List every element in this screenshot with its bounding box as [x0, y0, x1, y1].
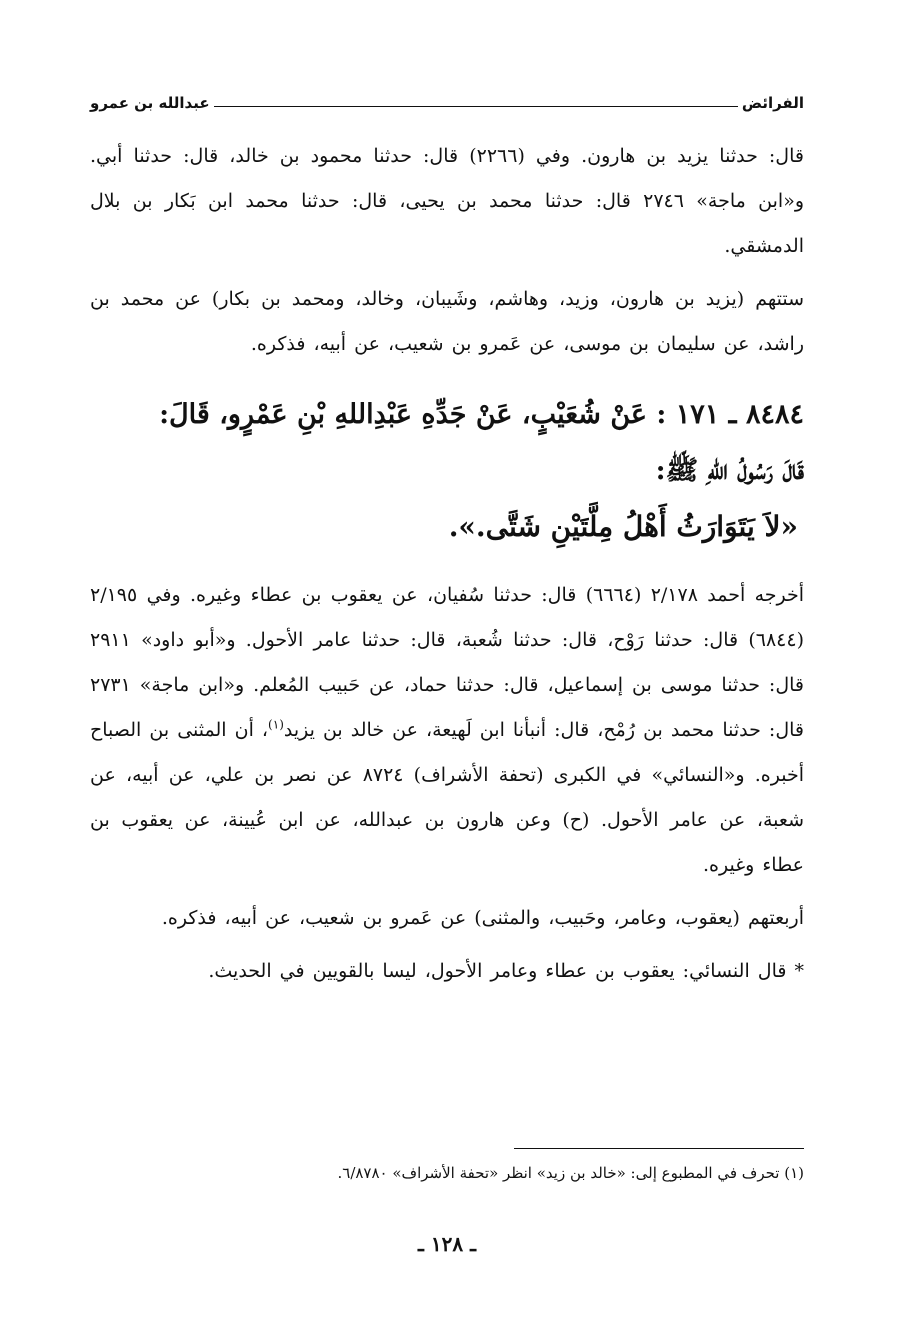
running-header — [90, 86, 804, 112]
hadith-attribution: قَالَ رَسُولُ اللهِ ﷺ: — [655, 455, 804, 486]
paragraph-nasai-note: * قال النسائي: يعقوب بن عطاء وعامر الأحول، ليسا بالقويين في الحديث. — [208, 960, 804, 982]
header-narrator: عبدالله بن عمرو — [90, 94, 210, 112]
paragraph-isnad-1: قال: حدثنا يزيد بن هارون. وفي (٢٢٦٦) قال: حدثنا محمود بن خالد، قال: حدثنا أبي. و«ابن ماجة» ٢٧٤٦ قال: حدثنا محمد بن يحيى، قال: حدثنا محمد ابن بَكار بن بلال الدمشقي. — [90, 145, 804, 257]
paragraph-isnad-2: ستتهم (يزيد بن هارون، وزيد، وهاشم، وشَيبان، وخالد، ومحمد بن بكار) عن محمد بن راشد، عن سليمان بن موسى، عن عَمرو بن شعيب، عن أبيه، فذكره. — [90, 288, 804, 355]
hadith-text: «لاَ يَتَوَارَثُ أَهْلُ مِلَّتَيْنِ شَتَّى.». — [448, 510, 798, 543]
footnote: (١) تحرف في المطبوع إلى: «خالد بن زيد» انظر «تحفة الأشراف» ٦/٨٧٨٠. — [337, 1164, 804, 1182]
header-chapter: الفرائض — [741, 94, 804, 112]
body-text — [90, 134, 804, 994]
page-number: ـ ١٢٨ ـ — [418, 1232, 476, 1256]
footnote-reference: (١) — [268, 717, 284, 732]
hadith-block — [90, 387, 804, 555]
book-page — [90, 72, 804, 1272]
footnote-divider — [514, 1148, 804, 1149]
takhrij-text-end: ، أن المثنى بن الصباح أخبره. و«النسائي» في الكبرى (تحفة الأشراف) ٨٧٢٤ عن نصر بن علي، عن أبيه، عن شعبة، عن عامر الأحول. (ح) وعن هارون بن عبدالله، عن ابن عُيينة، عن يعقوب بن عطاء وغيره. — [90, 719, 804, 876]
hadith-heading: ٨٤٨٤ ـ ١٧١ : عَنْ شُعَيْبٍ، عَنْ جَدِّهِ عَبْدِاللهِ بْنِ عَمْرٍو، قَالَ: — [159, 399, 804, 430]
paragraph-takhrij — [90, 573, 804, 888]
paragraph-summary: أربعتهم (يعقوب، وعامر، وحَبيب، والمثنى) عن عَمرو بن شعيب، عن أبيه، فذكره. — [161, 907, 804, 929]
header-rule — [214, 106, 738, 107]
takhrij-text-start: أخرجه أحمد ٢/١٧٨ (٦٦٦٤) قال: حدثنا سُفيان، عن يعقوب بن عطاء وغيره. وفي ٢/١٩٥ (٦٨٤٤) قال: حدثنا رَوْح، قال: حدثنا شُعبة، قال: حدثنا عامر الأحول. و«أبو داود» ٢٩١١ قال: حدثنا موسى بن إسماعيل، قال: حدثنا حماد، عن حَبيب المُعلم. و«ابن ماجة» ٢٧٣١ قال: حدثنا محمد بن رُمْح، قال: أنبأنا ابن لَهيعة، عن خالد بن يزيد — [90, 584, 805, 741]
